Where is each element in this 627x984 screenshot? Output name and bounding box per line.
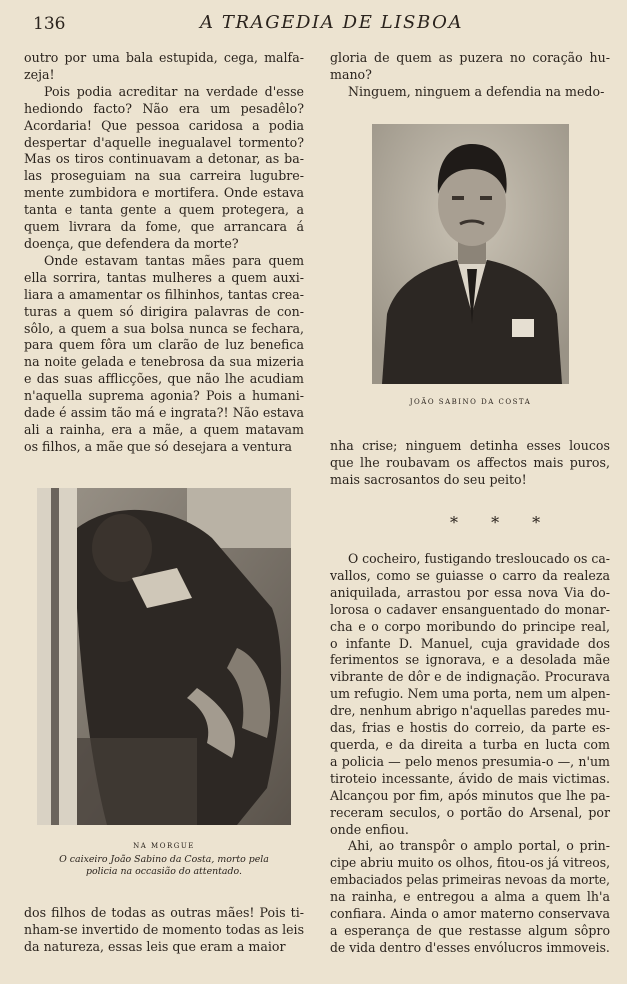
- text-line: vallos, como se guiasse o carro da realeza: [330, 567, 610, 583]
- text-line: las proseguiam na sua carreira lugubre-: [24, 168, 305, 184]
- text-line: Acordaria! Que pessoa caridosa a podia: [24, 117, 304, 133]
- text-line: cha e o corpo moribundo do principe real,: [330, 618, 610, 634]
- text-line: os filhos, a mãe que só desejara a ventura: [24, 438, 292, 454]
- text-line: onde enfiou.: [330, 821, 409, 837]
- text-line: que lhe roubavam os affectos mais puros,: [330, 454, 610, 470]
- text-line: mente zumbidora e mortifera. Onde estava: [24, 185, 304, 201]
- text-line: Ninguem, ninguem a defendia na medo-: [348, 83, 605, 99]
- morgue-photo: [37, 488, 291, 825]
- text-line: Ahi, ao transpôr o amplo portal, o prin-: [348, 838, 611, 854]
- text-line: nham-se invertido de momento todas as leis: [24, 921, 305, 937]
- text-line: dade é assim tão má e ingrata?! Não estava: [24, 405, 304, 421]
- text-line: tiroteio incessante, ávido de mais victimas.: [330, 770, 610, 786]
- text-line: da natureza, essas leis que eram a maior: [24, 938, 286, 954]
- text-line: lorosa o cadaver ensanguentado do monar-: [330, 601, 611, 617]
- text-line: vibrante de dôr e de indignação. Procurava: [330, 669, 610, 685]
- text-line: Alcançou por fim, após minutos que lhe pa-: [330, 787, 611, 803]
- text-line: O cocheiro, fustigando tresloucado os ca-: [348, 551, 611, 566]
- text-line: nha crise; ninguem detinha esses loucos: [330, 438, 610, 453]
- text-line: tanta e tanta gente a quem protegera, a: [24, 202, 305, 218]
- text-line: Onde estavam tantas mães para quem: [44, 252, 305, 268]
- page-number: 136: [33, 14, 66, 34]
- text-line: cipe abriu muito os olhos, fitou-os já vitreos,: [330, 855, 611, 871]
- right-top-text: [330, 50, 610, 101]
- morgue-caption-title: NA MORGUE: [133, 842, 195, 850]
- text-line: outro por uma bala estupida, cega, malfa-: [24, 50, 304, 65]
- text-line: dos filhos de todas as outras mães! Pois ti-: [24, 905, 304, 920]
- text-line: ferimentos se ignorava, e a desolada mãe: [330, 652, 610, 668]
- portrait-caption: JOÃO SABINO DA COSTA: [409, 398, 532, 406]
- left-bottom-text: [24, 905, 304, 956]
- text-line: o infante D. Manuel, cuja gravidade dos: [330, 635, 610, 651]
- text-line: das, frias e hostis do correio, da parte es-: [330, 720, 611, 736]
- text-line: de vida dentro d'esses envólucros immoveis.: [330, 939, 610, 955]
- text-line: doença, que defendera da morte?: [24, 235, 239, 251]
- text-line: na rainha, e entregou a alma a quem lh'a: [330, 889, 610, 905]
- portrait-photo: [372, 124, 569, 384]
- section-separator: * * *: [450, 513, 555, 532]
- text-line: liara a amamentar os filhinhos, tantas crea-: [24, 286, 304, 302]
- text-line: Pois podia acreditar na verdade d'esse: [44, 83, 305, 99]
- text-line: confiara. Ainda o amor materno conservava: [330, 906, 610, 922]
- text-line: na noite gelada e tenebrosa da sua mizeria: [24, 354, 304, 370]
- text-line: para quem fôra um clarão de luz benefica: [24, 337, 304, 353]
- text-line: e das suas afflicções, que não lhe acudiam: [24, 371, 304, 387]
- text-line: querda, e da direita a turba en lucta com: [330, 736, 610, 752]
- text-line: mano?: [330, 66, 372, 82]
- text-line: aniquilada, arrastou por essa nova Via do-: [330, 584, 610, 600]
- text-line: a policia — pelo menos presumia-o —, n'um: [330, 753, 610, 769]
- text-line: dre, nenhum abrigo n'aquellas paredes mu-: [330, 703, 611, 719]
- text-line: Mas os tiros continuavam a detonar, as ba-: [24, 151, 304, 167]
- text-line: a esperança de que restasse algum sôpro: [330, 922, 611, 938]
- text-line: sôlo, a quem a sua bolsa nunca se fechara,: [24, 320, 305, 336]
- text-line: receram seculos, o portão do Arsenal, por: [330, 804, 611, 820]
- text-line: gloria de quem as puzera no coração hu-: [330, 50, 610, 65]
- text-line: embaciados pelas primeiras nevoas da morte,: [330, 872, 610, 888]
- text-line: despertar d'aquelle inegualavel tormento?: [24, 134, 305, 150]
- text-line: quem livrara da fome, que arrancara á: [24, 219, 304, 235]
- text-line: ella sorrira, tantas mulheres a quem auxi-: [24, 269, 304, 285]
- text-line: mais sacrosantos do seu peito!: [330, 471, 527, 487]
- left-top-text: [24, 50, 304, 456]
- caption-line: O caixeiro João Sabino da Costa, morto pela: [59, 854, 269, 865]
- text-line: n'aquella suprema agonia? Pois a humani-: [24, 388, 305, 404]
- running-title: A TRAGEDIA DE LISBOA: [200, 12, 464, 33]
- text-line: turas a quem só dirigira palavras de con-: [24, 303, 305, 319]
- text-line: hediondo facto? Não era um pesadêlo?: [24, 100, 304, 116]
- morgue-caption-text: [24, 854, 304, 878]
- text-line: zeja!: [24, 66, 55, 82]
- text-line: ali a rainha, era a mãe, a quem matavam: [24, 421, 305, 437]
- text-line: um refugio. Nem uma porta, nem um alpen-: [330, 686, 611, 702]
- right-mid-text: [330, 438, 610, 489]
- right-bottom-text: [330, 551, 610, 957]
- caption-line: policia na occasião do attentado.: [86, 866, 242, 877]
